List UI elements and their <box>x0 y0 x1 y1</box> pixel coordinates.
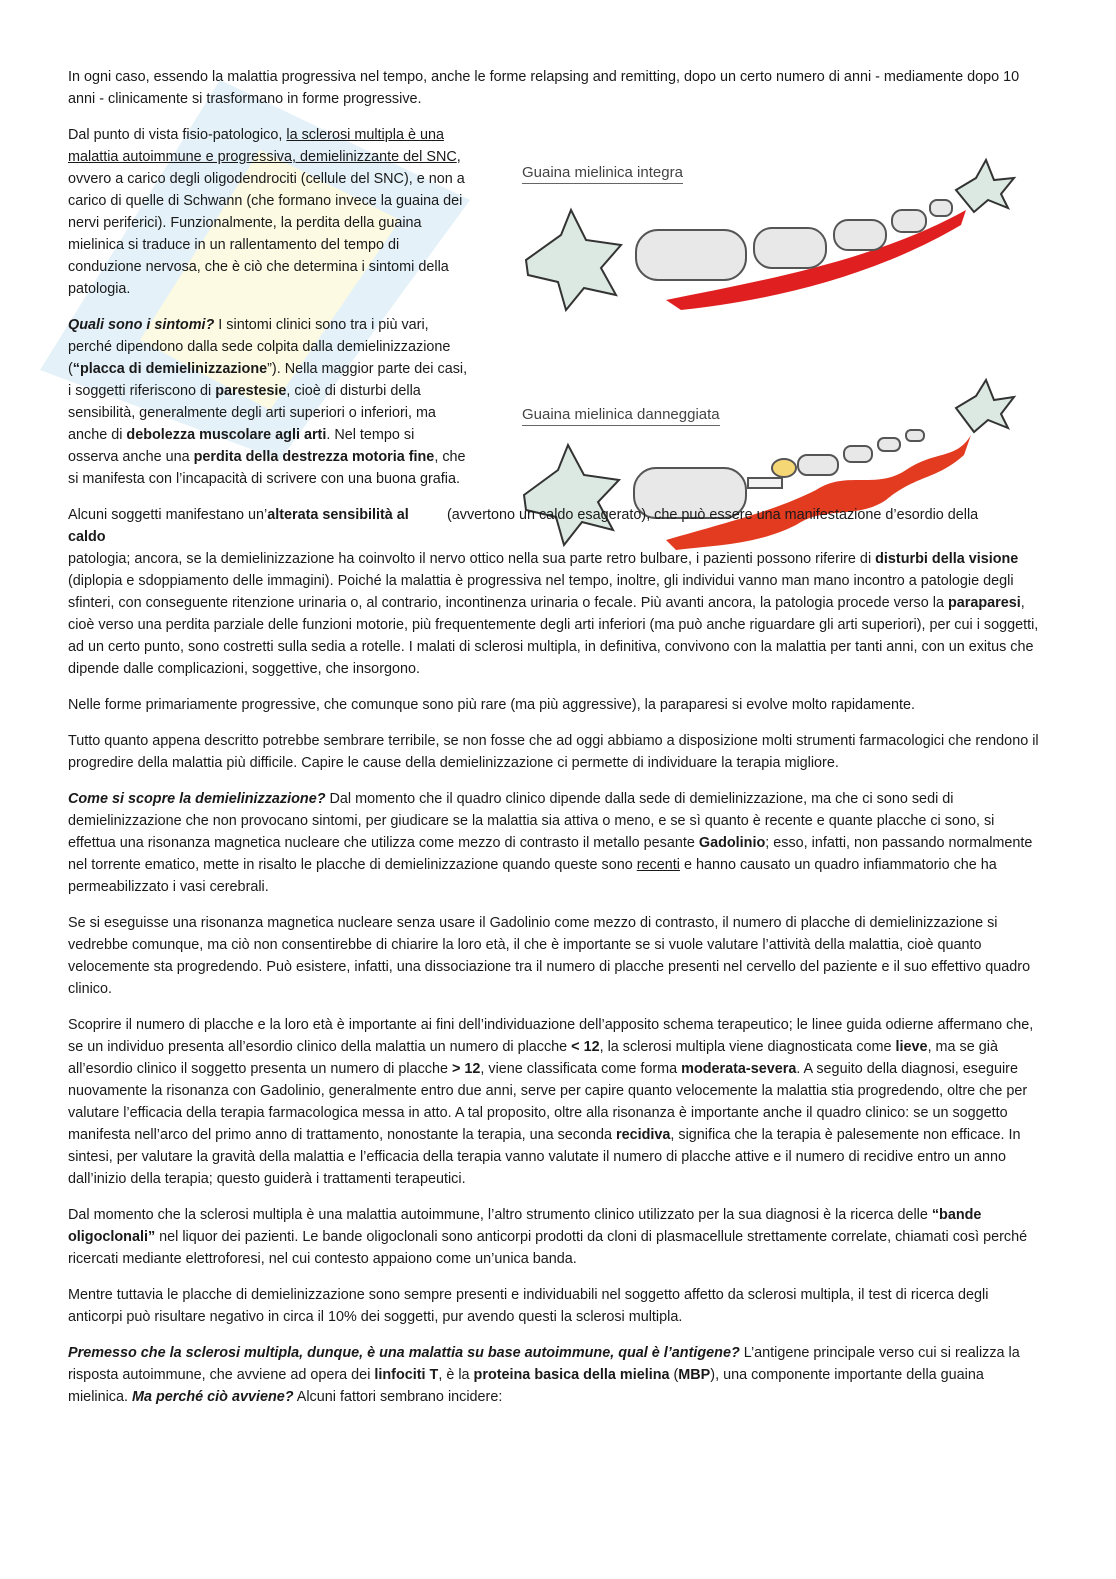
paragraph-antibody-test: Mentre tuttavia le placche di demielinizzazione sono sempre presenti e individuabili nel soggetto affetto da sclerosi multipla, il test di ricerca degli anticorpi può risultare negativo in circa il 10% dei soggetti, pur avendo questi la sclerosi multipla. <box>68 1287 989 1325</box>
paragraph-mri-no-gadolinium: Se si eseguisse una risonanza magnetica nucleare senza usare il Gadolinio come mezzo di contrasto, il numero di placche di demielinizzazione si vedrebbe comunque, ma ciò non consentirebbe di chiarire la loro età, il che è importante se si vuole valutare l’attività della malattia, cioè quanto velocemente sta progredendo. Può esistere, infatti, una dissociazione tra il numero di placche presenti nel cervello del paziente e il suo effettivo quadro clinico. <box>68 915 1031 997</box>
paragraph-heat-sensitivity: Alcuni soggetti manifestano un’alterata sensibilità al caldo (avvertono un caldo esagerato), che può essere una manifestazione d’esordio della patologia; ancora, se la demielinizzazione ha coinvolto il nervo ottico nella sua parte retro bulbare, i pazienti possono riferire di disturbi della visione (diplopia e sdoppiamento delle immagini). Poiché la malattia è progressiva nel tempo, inoltre, gli individui vanno man mano incontro a patologie degli sfinteri, con conseguente ritenzione urinaria o, al contrario, incontinenza urinaria o fecale. Più avanti ancora, la patologia procede verso la paraparesi, cioè verso una perdita parziale delle funzioni motorie, più frequentemente degli arti inferiori (ma può anche riguardare gli arti superiori), per cui i soggetti, ad un certo punto, sono costretti sulla sedia a rotelle. I malati di sclerosi multipla, in definitiva, convivono con la malattia per tanti anni, con un exitus che dipende dalle complicazioni, soggettive, che insorgono. <box>68 507 1039 677</box>
paragraph-therapies: Tutto quanto appena descritto potrebbe sembrare terribile, se non fosse che ad oggi abbiamo a disposizione molti strumenti farmacologici che rendono il progredire della malattia più difficile. Capire le cause della demielinizzazione ci permette di individuare la terapia migliore. <box>68 733 1039 771</box>
paragraph-oligoclonal-bands: Dal momento che la sclerosi multipla è una malattia autoimmune, l’altro strumento clinico utilizzato per la sua diagnosi è la ricerca delle “bande oligoclonali” nel liquor dei pazienti. Le bande oligoclonali sono anticorpi prodotti da cloni di plasmacellule strettamente correlate, chiamati così perché ricercati mediante elettroforesi, nel cui contesto appaiono come un’unica banda. <box>68 1207 1028 1267</box>
paragraph-plaque-count: Scoprire il numero di placche e la loro età è importante ai fini dell’individuazione dell’apposito schema terapeutico; le linee guida odierne affermano che, se un individuo presenta all’esordio clinico della malattia un numero di placche < 12, la sclerosi multipla viene diagnosticata come lieve, ma se già all’esordio clinico il soggetto presenta un numero di placche > 12, viene classificata come forma moderata-severa. A seguito della diagnosi, eseguire nuovamente la risonanza con Gadolinio, generalmente entro due anni, serve per capire quanto velocemente la malattia stia progredendo, oltre che per valutare l’efficacia della terapia farmacologica messa in atto. A tal proposito, oltre alla risonanza è importante anche il quadro clinico: se un soggetto manifesta nell’arco del primo anno di trattamento, nonostante la terapia, una seconda recidiva, significa che la terapia è palesemente non efficace. In sintesi, per valutare la gravità della malattia e l’efficacia della terapia vanno valutate il numero di placche attive e il numero di recidive entro un anno dall’inizio della terapia; questo guiderà i trattamenti terapeutici. <box>68 1017 1034 1187</box>
paragraph-symptoms: Quali sono i sintomi? I sintomi clinici sono tra i più vari, perché dipendono dalla sede colpita dalla demielinizzazione (“placca di demielinizzazione”). Nella maggior parte dei casi, i soggetti riferiscono di parestesie, cioè di disturbi della sensibilità, generalmente degli arti superiori o inferiori, ma anche di debolezza muscolare agli arti. Nel tempo si osserva anche una perdita della destrezza motoria fine, che si manifesta con l’incapacità di scrivere con una buona grafia. <box>68 317 468 487</box>
paragraph-detection: Come si scopre la demielinizzazione? Dal momento che il quadro clinico dipende dalla sede di demielinizzazione, ma che ci sono sedi di demielinizzazione che non provocano sintomi, per giudicare se la malattia sia attiva o meno, e se sì quanto è recente e quante placche ci sono, si effettua una risonanza magnetica nucleare che utilizza come mezzo di contrasto il metallo pesante Gadolinio; esso, infatti, non passando normalmente nel torrente ematico, mette in risalto le placche di demielinizzazione quando queste sono recenti e hanno causato un quadro infiammatorio che ha permeabilizzato i vasi cerebrali. <box>68 791 1033 895</box>
figure-label-intact: Guaina mielinica integra <box>522 164 683 184</box>
paragraph-pathophysiology: Dal punto di vista fisio-patologico, la sclerosi multipla è una malattia autoimmune e progressiva, demielinizzante del SNC, ovvero a carico degli oligodendrociti (cellule del SNC), e non a carico di quelle di Schwann (che formano invece la guaina dei nervi periferici). Funzionalmente, la perdita della guaina mielinica si traduce in un rallentamento del tempo di conduzione nervosa, che è ciò che determina i sintomi della patologia. <box>68 127 465 297</box>
figure-label-damaged: Guaina mielinica danneggiata <box>522 406 720 426</box>
paragraph-intro: In ogni caso, essendo la malattia progressiva nel tempo, anche le forme relapsing and remitting, dopo un certo numero di anni - mediamente dopo 10 anni - clinicamente si trasformano in forme progressive. <box>68 69 1020 107</box>
document-body <box>68 66 1043 1422</box>
paragraph-primary-progressive: Nelle forme primariamente progressive, che comunque sono più rare (ma più aggressive), la paraparesi si evolve molto rapidamente. <box>68 697 916 713</box>
paragraph-antigen: Premesso che la sclerosi multipla, dunque, è una malattia su base autoimmune, qual è l’antigene? L’antigene principale verso cui si realizza la risposta autoimmune, che avviene ad opera dei linfociti T, è la proteina basica della mielina (MBP), una componente importante della guaina mielinica. Ma perché ciò avviene? Alcuni fattori sembrano incidere: <box>68 1345 1020 1405</box>
